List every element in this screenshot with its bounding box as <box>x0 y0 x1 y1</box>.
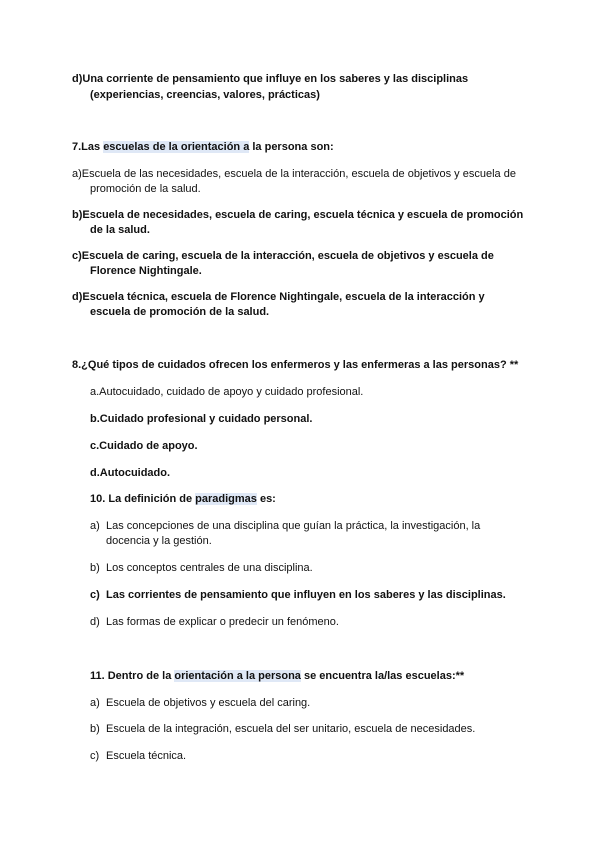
q10-option-d-text: Las formas de explicar o predecir un fenómeno. <box>106 616 339 628</box>
q10-option-b-letter: b) <box>90 562 100 574</box>
question-10-prefix: 10. La definición de <box>90 493 196 505</box>
q7-option-d-line2: escuela de promoción de la salud. <box>90 306 270 318</box>
q8-option-a: a.Autocuidado, cuidado de apoyo y cuidado profesional. <box>90 386 364 398</box>
question-11-highlight: orientación a la persona <box>174 670 301 682</box>
q11-option-a-letter: a) <box>90 697 100 709</box>
question-7-title <box>72 140 334 155</box>
prev-option-d-line1: d)Una corriente de pensamiento que influye en los saberes y las disciplinas <box>72 73 469 85</box>
q11-option-a-text: Escuela de objetivos y escuela del caring. <box>106 697 311 709</box>
question-7-suffix: la persona son: <box>249 141 334 153</box>
q11-option-b-letter: b) <box>90 723 100 735</box>
q10-option-a-line2: docencia y la gestión. <box>106 535 212 547</box>
q7-option-a-line2: promoción de la salud. <box>90 183 201 195</box>
q8-option-c: c.Cuidado de apoyo. <box>90 440 198 452</box>
q10-option-d <box>90 615 339 630</box>
question-11-title <box>90 669 464 684</box>
question-8-title: 8.¿Qué tipos de cuidados ofrecen los enfermeros y las enfermeras a las personas? ** <box>72 359 519 371</box>
question-7-prefix: 7.Las <box>72 141 104 153</box>
q8-option-b: b.Cuidado profesional y cuidado personal. <box>90 413 313 425</box>
prev-option-d-line2: (experiencias, creencias, valores, prácticas) <box>90 89 320 101</box>
q10-option-c-text: Las corrientes de pensamiento que influyen en los saberes y las disciplinas. <box>106 589 506 601</box>
question-11-suffix: se encuentra la/las escuelas:** <box>300 670 465 682</box>
q11-option-c-text: Escuela técnica. <box>106 750 187 762</box>
q7-option-a-line1: a)Escuela de las necesidades, escuela de la interacción, escuela de objetivos y escuela de <box>72 168 516 180</box>
question-10-title <box>90 492 276 507</box>
q7-option-c-line1: c)Escuela de caring, escuela de la interacción, escuela de objetivos y escuela de <box>72 250 494 262</box>
q11-option-b-text: Escuela de la integración, escuela del ser unitario, escuela de necesidades. <box>106 723 476 735</box>
q11-option-b <box>90 722 475 737</box>
q10-option-a-line1 <box>90 519 480 534</box>
q7-option-b-line2: de la salud. <box>90 224 150 236</box>
q11-option-c-letter: c) <box>90 750 100 762</box>
question-10-highlight: paradigmas <box>195 493 257 505</box>
question-7-highlight: escuelas de la orientación a <box>103 141 250 153</box>
q10-option-b <box>90 561 313 576</box>
q10-option-b-text: Los conceptos centrales de una disciplina. <box>106 562 313 574</box>
q7-option-c-line2: Florence Nightingale. <box>90 265 202 277</box>
q10-option-a-text: Las concepciones de una disciplina que guían la práctica, la investigación, la <box>106 520 481 532</box>
question-11-prefix: 11. Dentro de la <box>90 670 175 682</box>
q7-option-d-line1: d)Escuela técnica, escuela de Florence Nightingale, escuela de la interacción y <box>72 291 485 303</box>
q10-option-a-letter: a) <box>90 520 100 532</box>
q10-option-c-letter: c) <box>90 589 100 601</box>
q10-option-d-letter: d) <box>90 616 100 628</box>
question-10-suffix: es: <box>256 493 276 505</box>
q11-option-a <box>90 696 310 711</box>
q8-option-d: d.Autocuidado. <box>90 467 171 479</box>
q10-option-c <box>90 588 506 603</box>
q11-option-c <box>90 749 186 764</box>
q7-option-b-line1: b)Escuela de necesidades, escuela de caring, escuela técnica y escuela de promoción <box>72 209 524 221</box>
